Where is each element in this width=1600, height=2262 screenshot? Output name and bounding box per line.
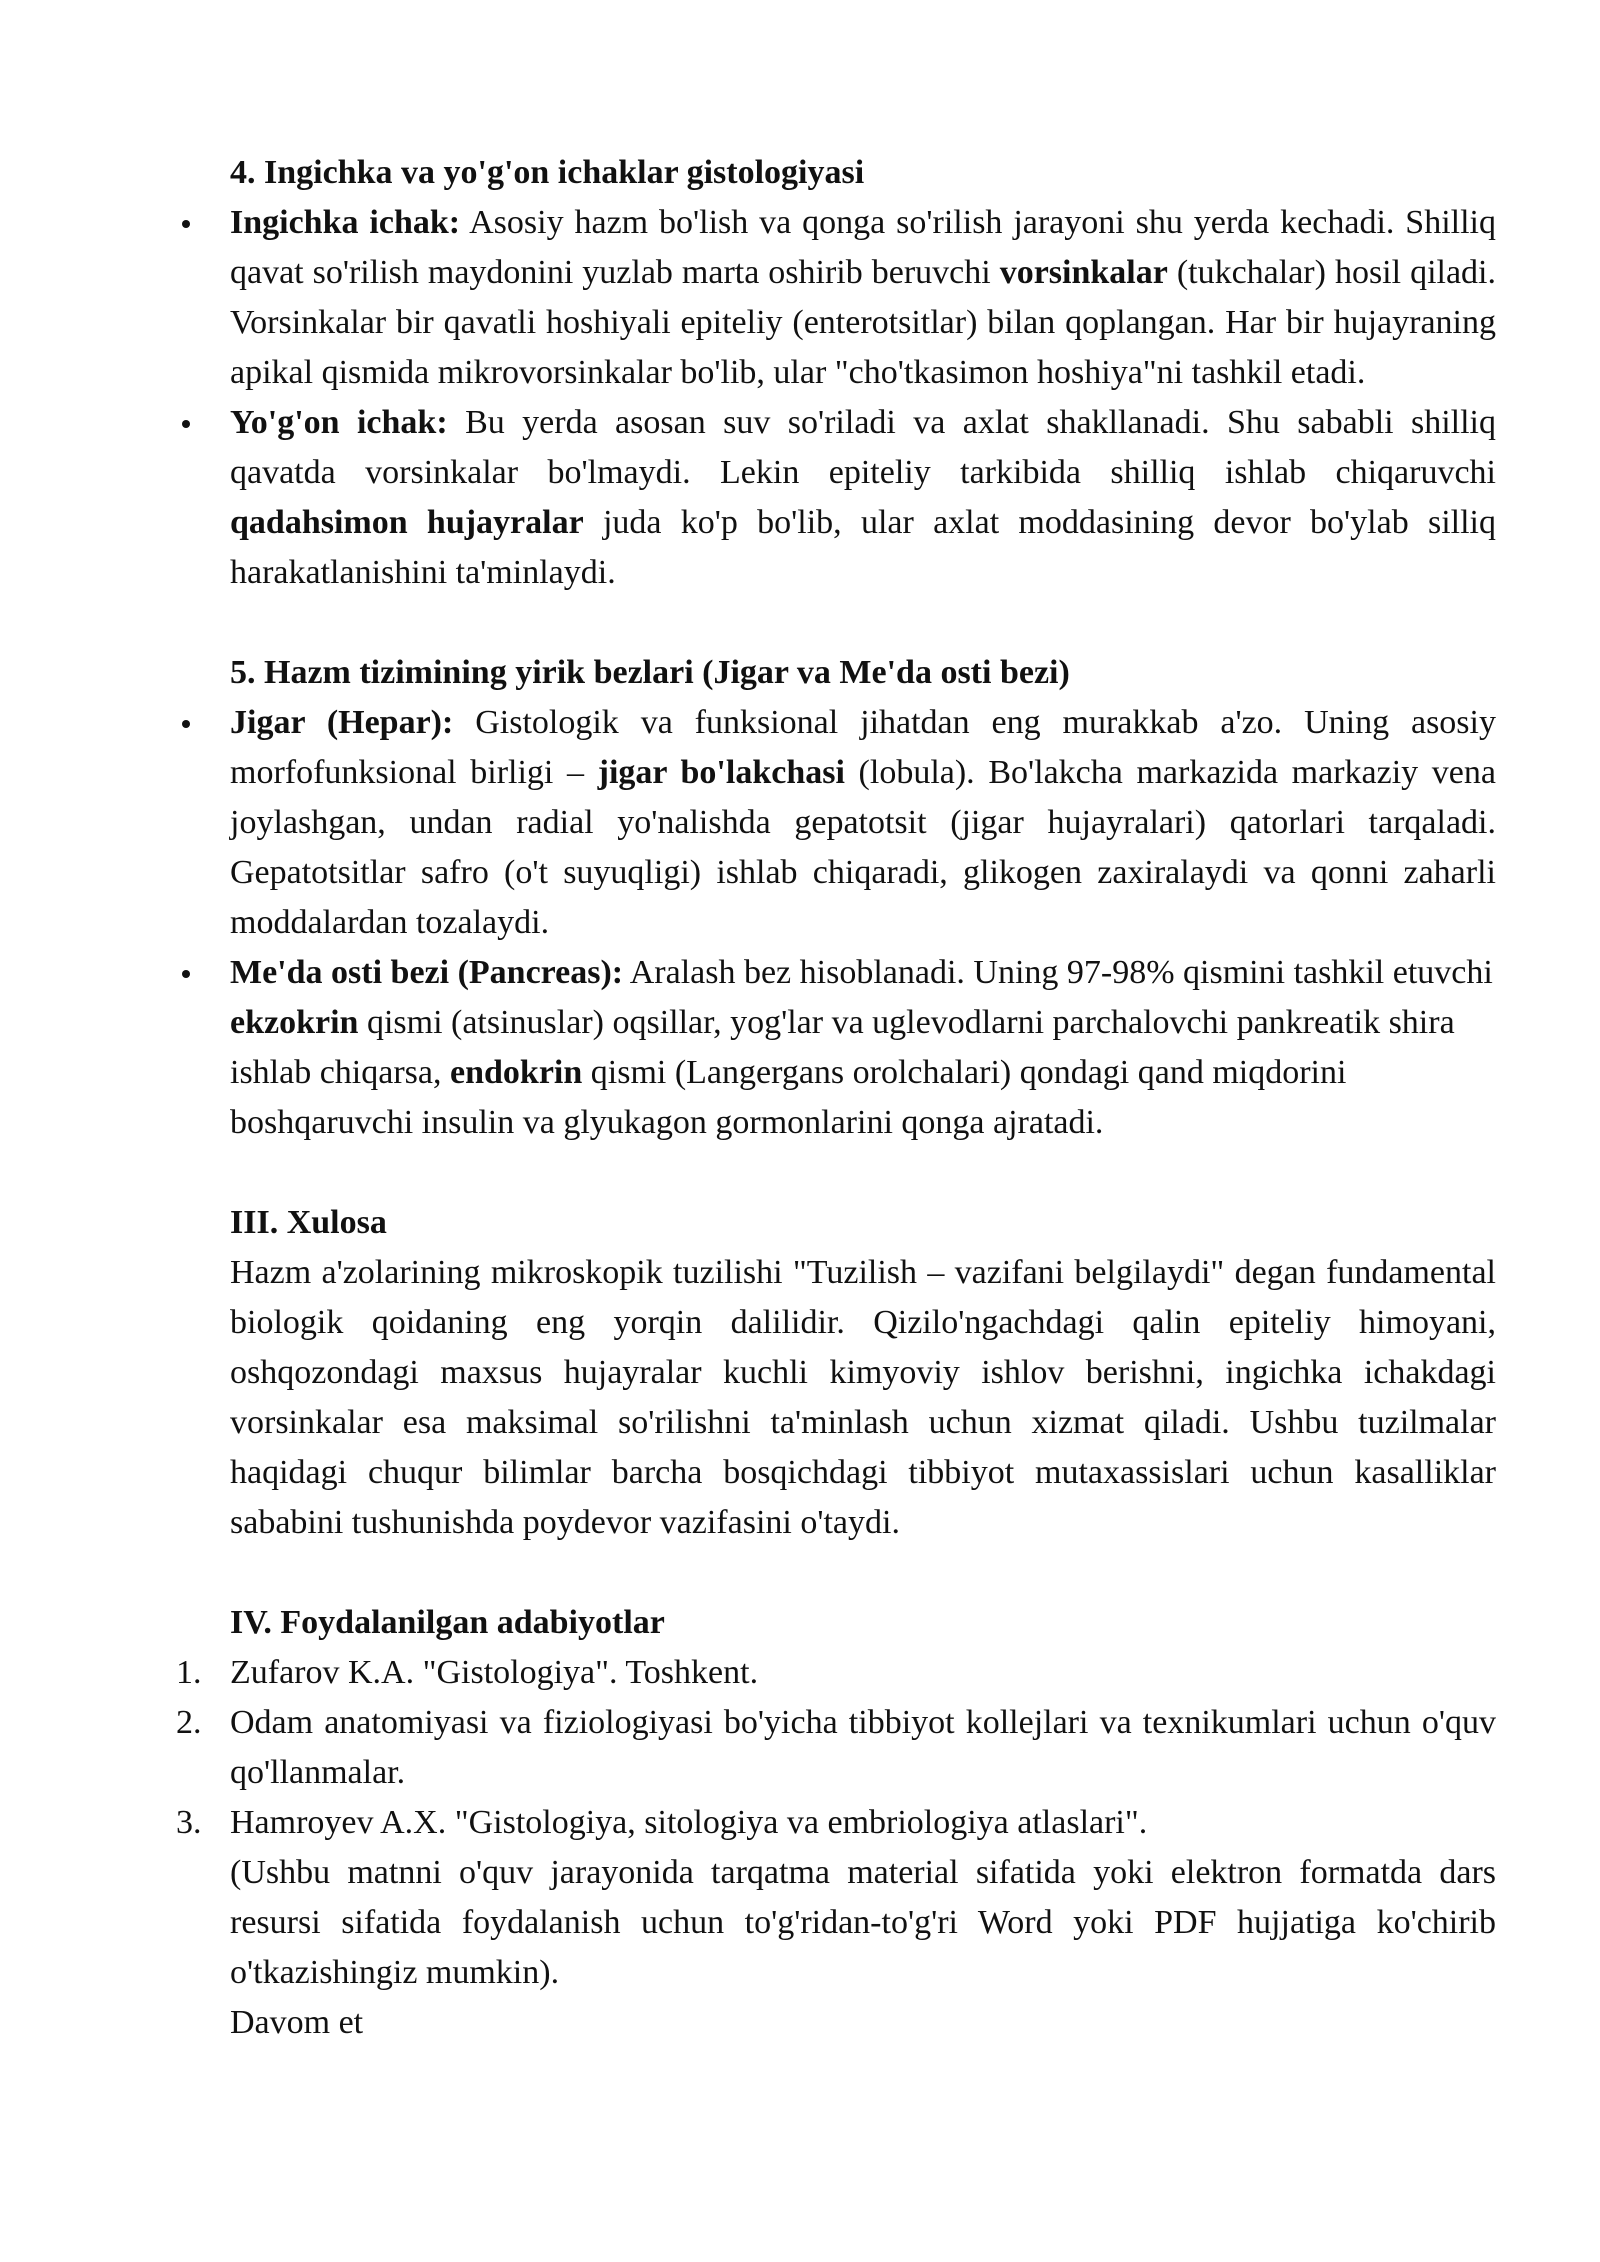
list-item-text: (lobula). Bo'lakcha markazida markaziy vena joylashgan, undan radial yo'nalishda gepatotsit (jigar hujayralari) qatorlari tarqaladi. Gepatotsitlar safro (o't suyuqligi) ishlab chiqaradi, glikogen zaxiralaydi va qonni zaharli moddalardan tozalaydi. xyxy=(230,754,1496,941)
bold-term-qadahsimon: qadahsimon hujayralar xyxy=(230,504,584,541)
reference-number: 1. xyxy=(176,1654,202,1691)
list-item-pancreas xyxy=(230,948,1496,1148)
term-yogon-ichak: Yo'g'on ichak: xyxy=(230,404,448,441)
list-item-text: Aralash bez hisoblanadi. Uning 97-98% qismini tashkil etuvchi xyxy=(623,954,1493,991)
bold-term-endokrin: endokrin xyxy=(450,1054,583,1091)
reference-number: 3. xyxy=(176,1804,202,1841)
continue-text: Davom et xyxy=(230,2004,364,2041)
section-4-heading: 4. Ingichka va yo'g'on ichaklar gistologiyasi xyxy=(230,154,865,191)
reference-number: 2. xyxy=(176,1704,202,1741)
list-item-text: qismi (atsinuslar) oqsillar, yog'lar va uglevodlarni parchalovchi pankreatik shira ishlab chiqarsa, xyxy=(230,1004,1455,1091)
list-item-ingichka-ichak xyxy=(230,198,1496,398)
list-item-text: Gistologik va funksional jihatdan eng murakkab a'zo. Uning asosiy morfofunksional birligi – xyxy=(230,704,1496,791)
conclusion-paragraph: Hazm a'zolarining mikroskopik tuzilishi "Tuzilish – vazifani belgilaydi" degan fundamental biologik qoidaning eng yorqin dalilidir. Qizilo'ngachdagi qalin epiteliy himoyani, oshqozondagi maxsus hujayralar kuchli kimyoviy ishlov berishni, ingichka ichakdagi vorsinkalar esa maksimal so'rilishni ta'minlash uchun xizmat qiladi. Ushbu tuzilmalar haqidagi chuqur bilimlar barcha bosqichdagi tibbiyot mutaxassislari uchun kasalliklar sababini tushunishda poydevor vazifasini o'taydi. xyxy=(230,1254,1496,1541)
bold-term-jigar-bolakchasi: jigar bo'lakchasi xyxy=(597,754,845,791)
reference-item xyxy=(176,1648,1496,1698)
usage-note: (Ushbu matnni o'quv jarayonida tarqatma material sifatida yoki elektron formatda dars resursi sifatida foydalanish uchun to'g'ridan-to'g'ri Word yoki PDF hujjatiga ko'chirib o'tkazishingiz mumkin). xyxy=(230,1854,1496,1991)
reference-text: Odam anatomiyasi va fiziologiyasi bo'yicha tibbiyot kollejlari va texnikumlari uchun o'quv qo'llanmalar. xyxy=(230,1704,1496,1791)
document-page xyxy=(176,148,1497,2048)
term-ingichka-ichak: Ingichka ichak: xyxy=(230,204,461,241)
term-pancreas: Me'da osti bezi (Pancreas): xyxy=(230,954,624,991)
reference-text: Hamroyev A.X. "Gistologiya, sitologiya va embriologiya atlaslari". xyxy=(230,1804,1148,1841)
reference-item xyxy=(176,1798,1496,1848)
list-item-text: Asosiy hazm bo'lish va qonga so'rilish jarayoni shu yerda kechadi. Shilliq qavat so'rilish maydonini yuzlab marta oshirib beruvchi xyxy=(230,204,1496,291)
list-item-text: (tukchalar) hosil qiladi. Vorsinkalar bir qavatli hoshiyali epiteliy (enterotsitlar) bilan qoplangan. Har bir hujayraning apikal qismida mikrovorsinkalar bo'lib, ular "cho'tkasimon hoshiya"ni tashkil etadi. xyxy=(230,254,1496,391)
list-item-yogon-ichak xyxy=(230,398,1496,598)
spacer xyxy=(230,1548,1496,1598)
spacer xyxy=(230,1148,1496,1198)
section-5-heading: 5. Hazm tizimining yirik bezlari (Jigar va Me'da osti bezi) xyxy=(230,654,1070,691)
term-jigar: Jigar (Hepar): xyxy=(230,704,454,741)
list-item-text: Bu yerda asosan suv so'riladi va axlat shakllanadi. Shu sababli shilliq qavatda vorsinkalar bo'lmaydi. Lekin epiteliy tarkibida shilliq ishlab chiqaruvchi xyxy=(230,404,1497,491)
section-5-list xyxy=(230,698,1496,1148)
conclusion-heading: III. Xulosa xyxy=(230,1204,387,1241)
list-item-text: juda ko'p bo'lib, ular axlat moddasining devor bo'ylab silliq harakatlanishini ta'minlaydi. xyxy=(230,504,1497,591)
bold-term-vorsinkalar: vorsinkalar xyxy=(999,254,1168,291)
list-item-jigar xyxy=(230,698,1496,948)
spacer xyxy=(230,598,1496,648)
reference-item xyxy=(176,1698,1496,1798)
references-heading: IV. Foydalanilgan adabiyotlar xyxy=(230,1604,665,1641)
bold-term-ekzokrin: ekzokrin xyxy=(230,1004,359,1041)
list-item-text: qismi (Langergans orolchalari) qondagi qand miqdorini boshqaruvchi insulin va glyukagon gormonlarini qonga ajratadi. xyxy=(230,1054,1347,1141)
section-4-list xyxy=(230,198,1496,598)
reference-text: Zufarov K.A. "Gistologiya". Toshkent. xyxy=(230,1654,759,1691)
references-list xyxy=(176,1648,1496,1848)
